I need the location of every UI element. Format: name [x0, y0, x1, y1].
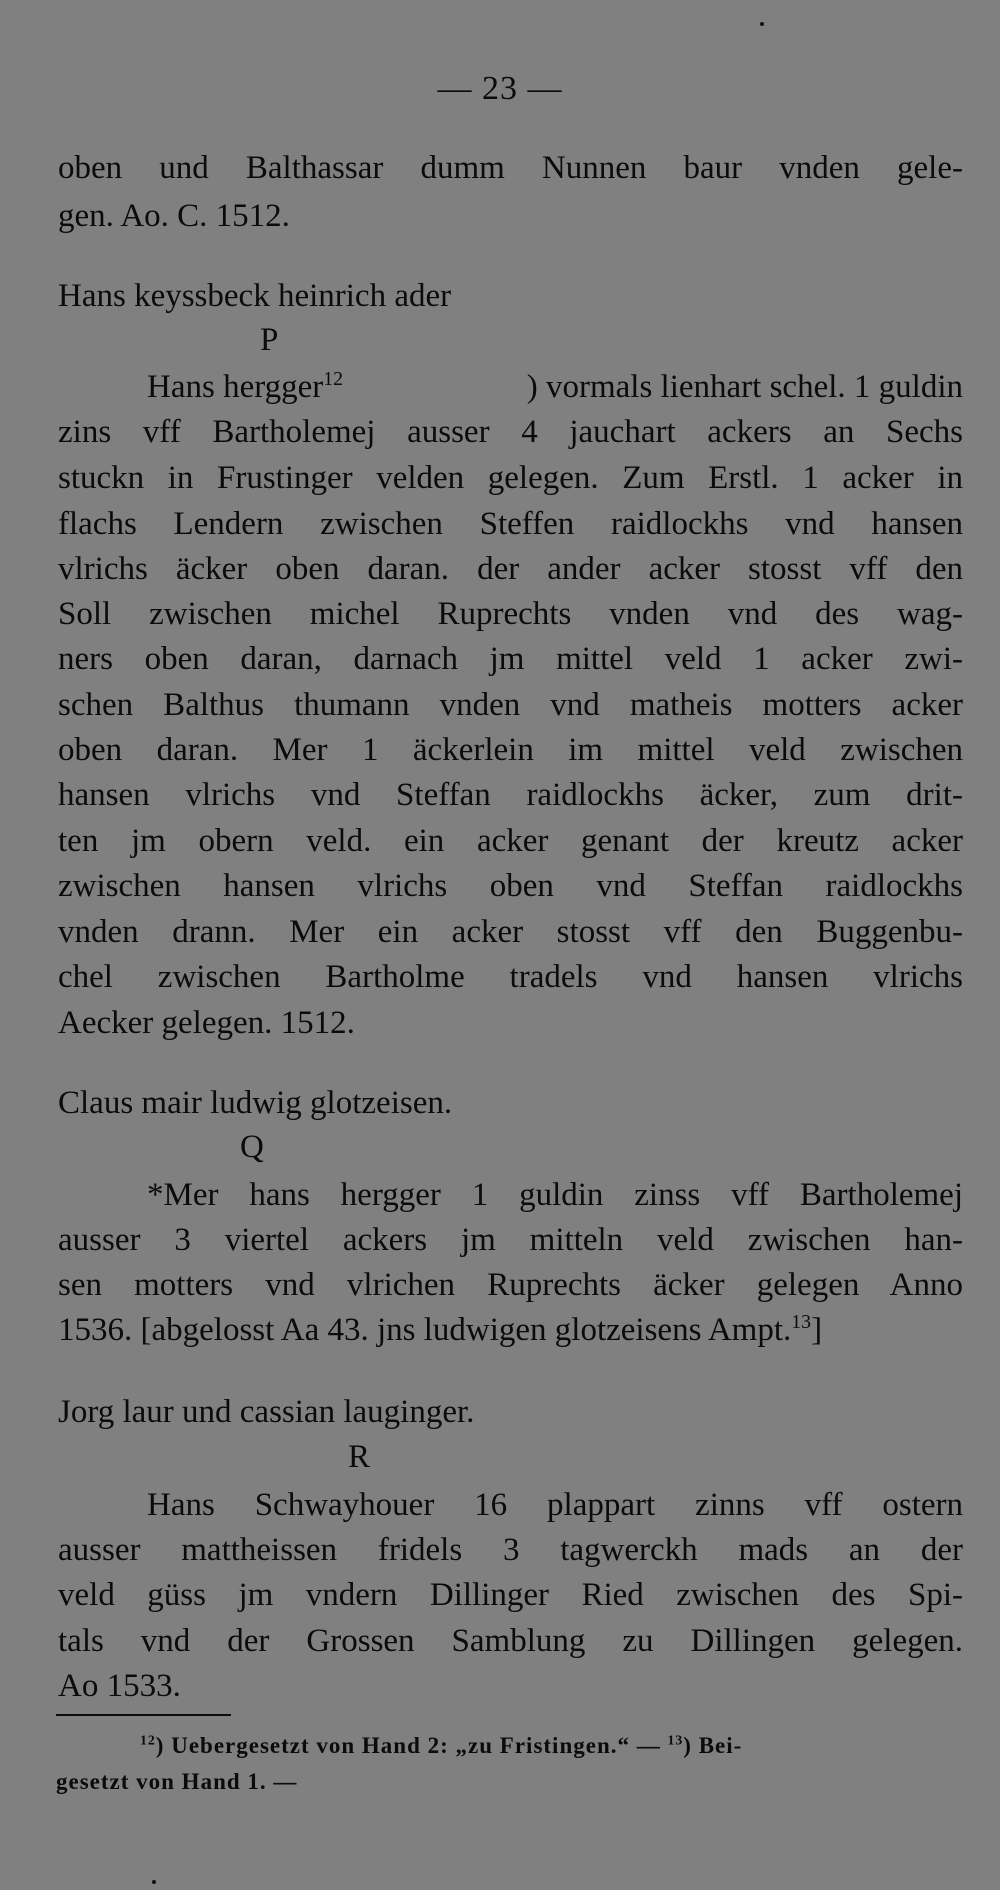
entry-first-line: [147, 365, 963, 409]
text-line: oben daran. Mer 1 äckerlein im mittel veld zwischen: [58, 732, 963, 768]
first-line-rest: ) vormals lienhart schel. 1 guldin: [526, 369, 963, 405]
entry-first-line: Hans Schwayhouer 16 plappart zinns vff ostern: [147, 1487, 963, 1523]
text-line: ausser 3 viertel ackers jm mitteln veld zwischen han-: [58, 1222, 963, 1258]
text-line: schen Balthus thumann vnden vnd matheis motters acker: [58, 687, 963, 723]
text-line: tals vnd der Grossen Samblung zu Dillingen gelegen.: [58, 1623, 963, 1659]
footnote-ref: 12: [323, 368, 344, 390]
entry-letter: R: [348, 1439, 371, 1475]
footnote-line: gesetzt von Hand 1. —: [56, 1769, 298, 1794]
text-line: Soll zwischen michel Ruprechts vnden vnd des wag-: [58, 596, 963, 632]
text-line: vnden drann. Mer ein acker stosst vff den Buggenbu-: [58, 914, 963, 950]
entry-first-line: *Mer hans hergger 1 guldin zinss vff Bartholemej: [147, 1177, 963, 1213]
scan-speck: [152, 1880, 156, 1884]
text-line: vlrichs äcker oben daran. der ander acker stosst vff den: [58, 551, 963, 587]
text-line: hansen vlrichs vnd Steffan raidlockhs äcker, zum drit-: [58, 777, 963, 813]
text-line: ners oben daran, darnach jm mittel veld 1 acker zwi-: [58, 641, 963, 677]
scan-speck: [760, 22, 764, 26]
text-line: stuckn in Frustinger velden gelegen. Zum Erstl. 1 acker in: [58, 460, 963, 496]
page-number: — 23 —: [437, 70, 563, 107]
text-line: flachs Lendern zwischen Steffen raidlockhs vnd hansen: [58, 506, 963, 542]
footnote-ref: 13: [791, 1311, 812, 1333]
text-line: oben und Balthassar dumm Nunnen baur vnden gele-: [58, 150, 963, 186]
entry-names: Hans keyssbeck heinrich ader: [58, 278, 452, 314]
text-line: Ao 1533.: [58, 1668, 181, 1704]
text-line: ausser mattheissen fridels 3 tagwerckh mads an der: [58, 1532, 963, 1568]
entry-letter: P: [260, 322, 279, 358]
text-line: sen motters vnd vlrichen Ruprechts äcker gelegen Anno: [58, 1267, 963, 1303]
text-line: zins vff Bartholemej ausser 4 jauchart ackers an Sechs: [58, 414, 963, 450]
entry-last-line: 1536. [abgelosst Aa 43. jns ludwigen glotzeisens Ampt.$^{13}$]: [58, 1311, 823, 1348]
text-line: gen. Ao. C. 1512.: [58, 198, 290, 234]
footnote-line: $^{12}$) Uebergesetzt von Hand 2: „zu Fristingen.“ — $^{13}$) Bei-: [140, 1732, 743, 1758]
entry-names: Jorg laur und cassian lauginger.: [58, 1394, 475, 1430]
first-line-lead: Hans hergger$^{12}$: [147, 368, 344, 405]
entry-names: Claus mair ludwig glotzeisen.: [58, 1085, 453, 1121]
text-line: chel zwischen Bartholme tradels vnd hansen vlrichs: [58, 959, 963, 995]
text-line: veld güss jm vndern Dillinger Ried zwischen des Spi-: [58, 1577, 963, 1613]
footnote-rule: [56, 1714, 231, 1716]
entry-letter: Q: [240, 1129, 264, 1165]
text-line: zwischen hansen vlrichs oben vnd Steffan raidlockhs: [58, 868, 963, 904]
text-line: Aecker gelegen. 1512.: [58, 1005, 355, 1041]
text-line: ten jm obern veld. ein acker genant der kreutz acker: [58, 823, 963, 859]
